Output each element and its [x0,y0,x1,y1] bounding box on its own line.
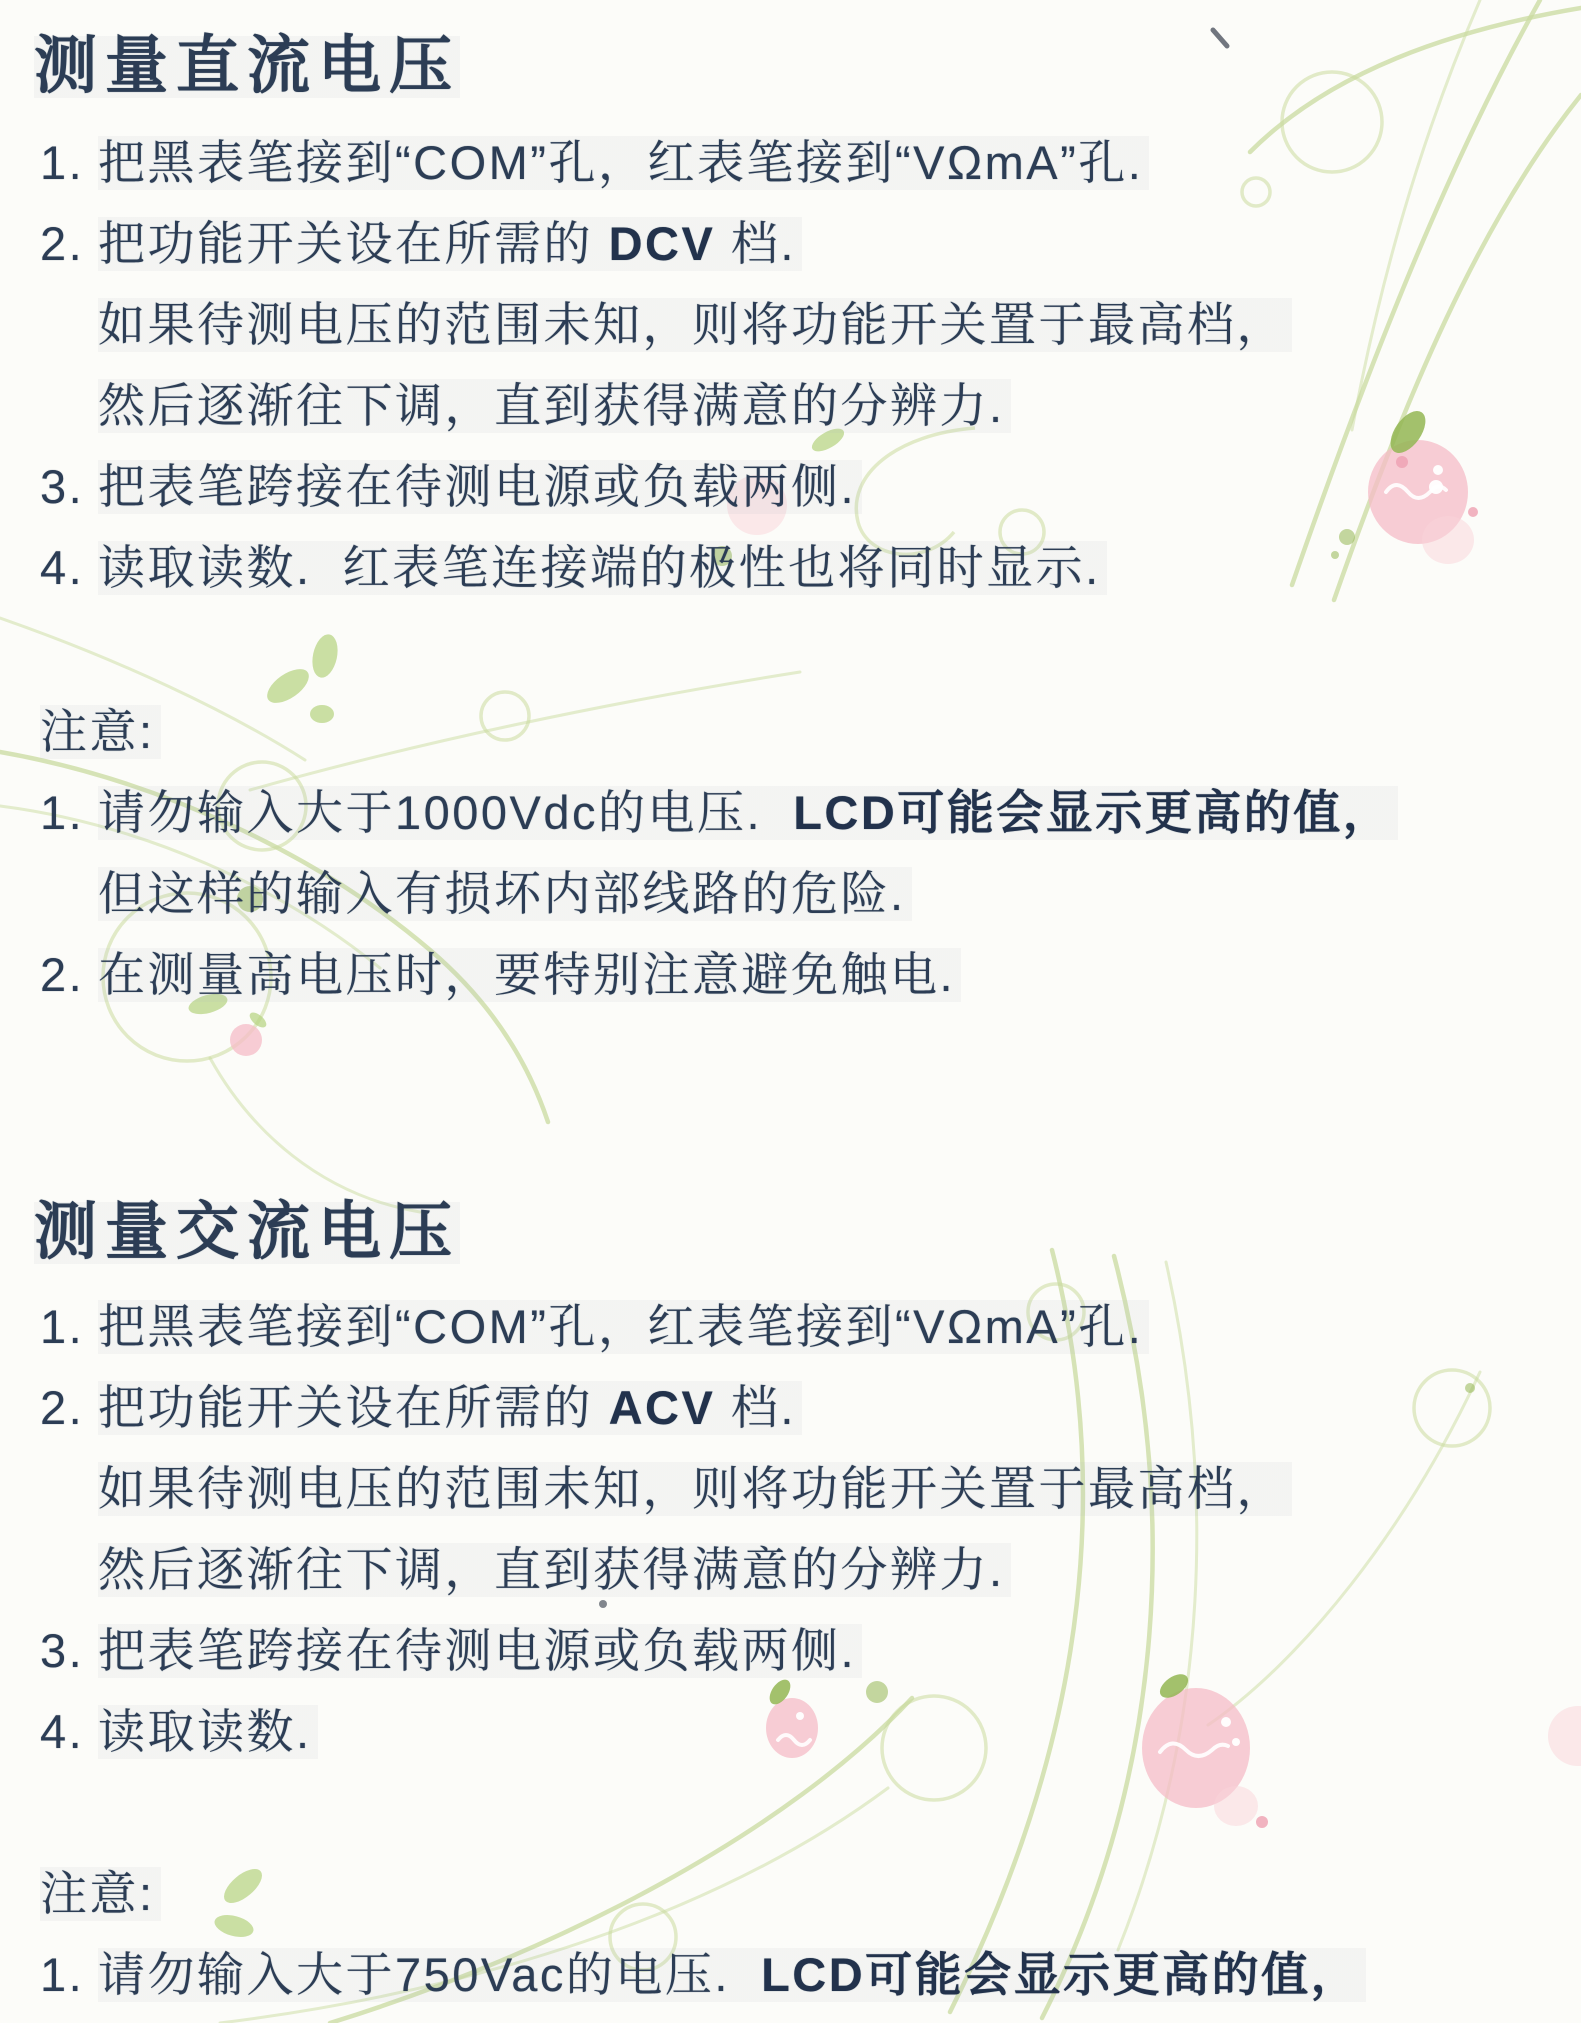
step-item [40,446,1292,527]
step-text [98,1286,1292,1367]
text-line: 读取读数. 红表笔连接端的极性也将同时显示. [98,527,1107,608]
note-number: 1. [40,786,85,839]
step-text [98,1367,1292,1610]
step-text [98,203,1292,446]
step-number: 2. [40,1381,85,1434]
note-text [98,934,1398,1015]
step-item [40,527,1292,608]
step-number: 1. [40,1300,85,1353]
note-text [98,1934,1366,2015]
text-line: 然后逐渐往下调，直到获得满意的分辨力. [98,1529,1011,1610]
step-number: 4. [40,541,85,594]
note-item [40,934,1398,1015]
note-item [40,1934,1366,2015]
text-line: 然后逐渐往下调，直到获得满意的分辨力. [98,365,1011,446]
text-line: 如果待测电压的范围未知，则将功能开关置于最高档， [98,1448,1292,1529]
note-number: 1. [40,1948,85,2001]
step-item [40,122,1292,203]
steps-list [40,122,1292,608]
section-title: 测量直流电压 [34,28,460,104]
notes-list [40,1934,1366,2015]
note-text [98,772,1398,934]
text-line: 把表笔跨接在待测电源或负载两侧. [98,446,862,527]
text-line: 如果待测电压的范围未知，则将功能开关置于最高档， [98,284,1292,365]
step-item [40,203,1292,446]
text-line: 在测量高电压时，要特别注意避免触电. [98,934,961,1015]
step-item [40,1691,1292,1772]
step-item [40,1286,1292,1367]
step-text [98,122,1292,203]
notes-label: 注意: [40,1853,161,1934]
step-item [40,1367,1292,1610]
notes-list [40,772,1398,1015]
step-number: 3. [40,1624,85,1677]
text-line: 请勿输入大于750Vac的电压. LCD可能会显示更高的值， [98,1934,1366,2015]
step-text [98,1691,1292,1772]
text-line: 把功能开关设在所需的 DCV 档. [98,203,802,284]
note-number: 2. [40,948,85,1001]
step-number: 4. [40,1705,85,1758]
text-line: 读取读数. [98,1691,318,1772]
note-item [40,772,1398,934]
notes-block [40,1853,1366,2015]
text-line: 把表笔跨接在待测电源或负载两侧. [98,1610,862,1691]
text-line: 把黑表笔接到“COM”孔，红表笔接到“VΩmA”孔. [98,122,1149,203]
text-line: 把黑表笔接到“COM”孔，红表笔接到“VΩmA”孔. [98,1286,1149,1367]
notes-block [40,691,1398,1015]
step-number: 3. [40,460,85,513]
step-number: 1. [40,136,85,189]
step-text [98,1610,1292,1691]
text-line: 请勿输入大于1000Vdc的电压. LCD可能会显示更高的值， [98,772,1398,853]
notes-label: 注意: [40,691,161,772]
text-line: 但这样的输入有损坏内部线路的危险. [98,853,912,934]
step-text [98,446,1292,527]
steps-list [40,1286,1292,1772]
step-item [40,1610,1292,1691]
section-title: 测量交流电压 [34,1194,460,1270]
text-line: 把功能开关设在所需的 ACV 档. [98,1367,802,1448]
step-number: 2. [40,217,85,270]
step-text [98,527,1292,608]
